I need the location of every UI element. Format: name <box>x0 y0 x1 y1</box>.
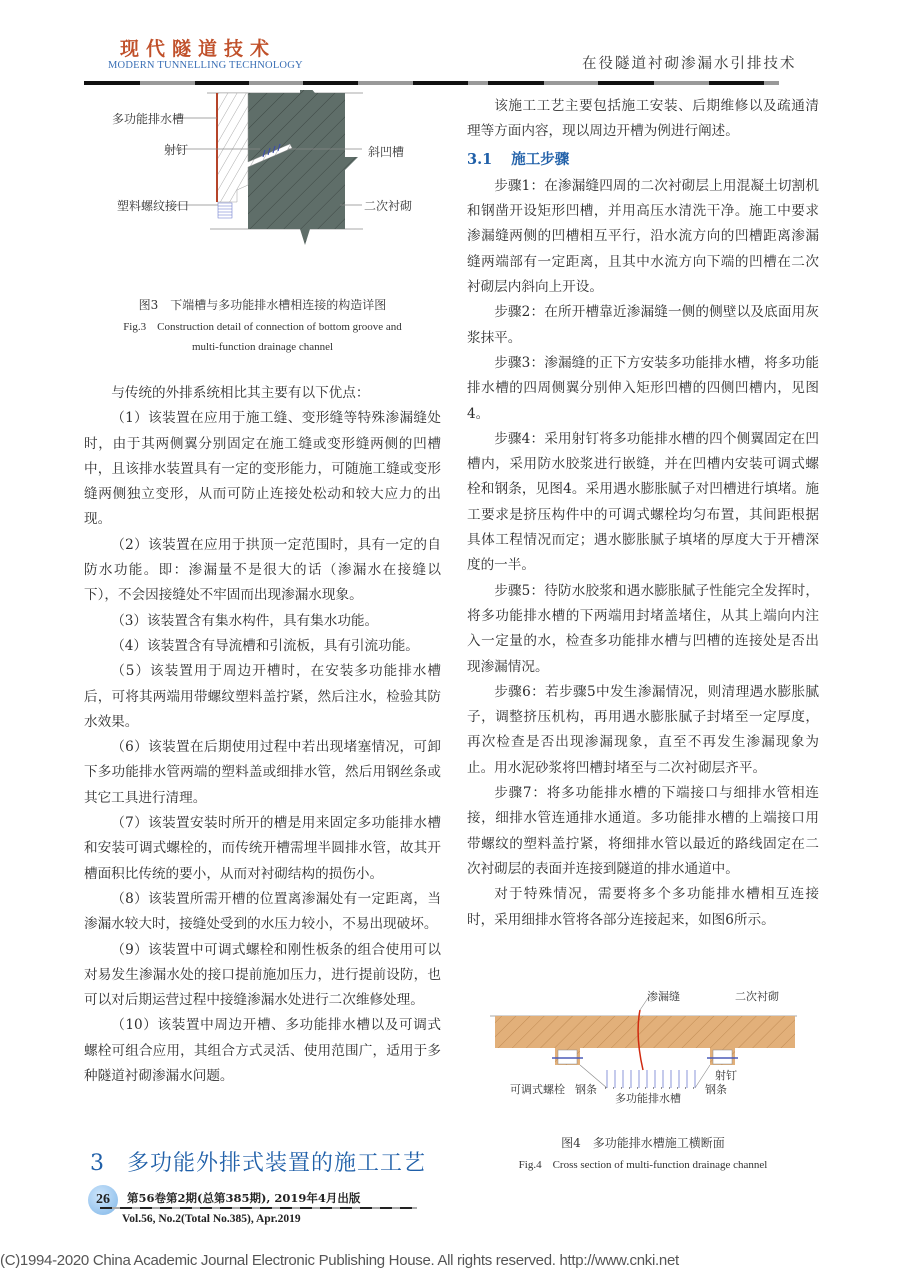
advantage-item: （5）该装置用于周边开槽时，在安装多功能排水槽后，可将其两端用带螺纹塑料盖拧紧，然后注水，检验其防水效果。 <box>84 663 441 730</box>
advantage-item: （1）该装置在应用于施工缝、变形缝等特殊渗漏缝处时，由于其两侧翼分别固定在施工缝或变形缝两侧的凹槽中，且该排水装置具有一定的变形能力，可随施工缝或变形缝两侧独立变形，从而可防止连接处松动和较大应力的出现。 <box>84 410 441 528</box>
drainage-nails <box>607 1070 695 1088</box>
issue-info-en: Vol.56, No.2(Total No.385), Apr.2019 <box>122 1213 301 1225</box>
section-heading <box>90 1146 426 1177</box>
fig4-label-leak-seam: 渗漏缝 <box>647 990 680 1003</box>
fig3-label-secondary-lining: 二次衬砌 <box>364 199 413 213</box>
journal-title-cn: 现代隧道技术 <box>120 38 277 60</box>
step-paragraph: 步骤7：将多功能排水槽的下端接口与细排水管相连接，细排水管连通排水通道。多功能排水槽的上端接口用带螺纹的塑料盖拧紧，将细排水管以最近的路线固定在二次衬砌层的表面并连接到隧道的排水通道中。 <box>467 785 819 877</box>
figure-4-diagram <box>485 990 805 1095</box>
subsection-number: 3.1 <box>467 150 493 168</box>
subsection-title: 施工步骤 <box>511 150 570 168</box>
fig4-label-drainage-channel: 多功能排水槽 <box>615 1092 681 1105</box>
secondary-lining-shape <box>248 90 358 245</box>
advantage-item: （7）该装置安装时所开的槽是用来固定多功能排水槽和安装可调式螺栓的，而传统开槽需埋半圆排水管，故其开槽面积比传统的要小，从而对衬砌结构的损伤小。 <box>84 815 441 882</box>
advantage-item: （9）该装置中可调式螺栓和刚性板条的组合使用可以对易发生渗漏水处的接口提前施加压力，进行提前设防，也可以对后期运营过程中接缝渗漏水处进行二次维修处理。 <box>84 941 441 1009</box>
fig4-label-steel-bar-left: 钢条 <box>575 1083 597 1096</box>
advantage-item: （10）该装置中周边开槽、多功能排水槽以及可调式螺栓可组合应用，其组合方式灵活、使用范围广，适用于多种隧道衬砌渗漏水问题。 <box>84 1017 441 1085</box>
fig4-label-adjustable-bolt: 可调式螺栓 <box>510 1083 565 1096</box>
footer-divider <box>100 1207 425 1209</box>
step-paragraph: 步骤5：待防水胶浆和遇水膨胀腻子性能完全发挥时，将多功能排水槽的下两端用封堵盖堵住，从其上端向内注入一定量的水，检查多功能排水槽与凹槽的连接处是否出现渗漏情况。 <box>467 582 819 675</box>
advantage-item: （8）该装置所需开槽的位置离渗漏处有一定距离，当渗漏水较大时，接缝处受到的水压力较小，不易出现破坏。 <box>84 890 441 933</box>
step-paragraph: 步骤6：若步骤5中发生渗漏情况，则清理遇水膨胀腻子，调整挤压机构，再用遇水膨胀腻子封堵至一定厚度，再次检查是否出现渗漏现象，直至不再发生渗漏现象为止。用水泥砂浆将凹槽封堵至与二次衬砌层齐平。 <box>467 683 819 776</box>
copyright-notice: (C)1994-2020 China Academic Journal Electronic Publishing House. All rights reserved. http://www.cnki.net <box>0 1252 679 1269</box>
figure-4-caption-en: Fig.4 Cross section of multi-function drainage channel <box>518 1159 768 1171</box>
fig4-label-secondary-lining: 二次衬砌 <box>735 990 779 1003</box>
secondary-lining-shape <box>495 1016 795 1065</box>
step-paragraph: 对于特殊情况，需要将多个多功能排水槽相互连接时，采用细排水管将各部分连接起来，如图6所示。 <box>467 886 819 928</box>
issue-info-cn: 第56卷第2期(总第385期), 2019年4月出版 <box>127 1191 361 1205</box>
step-paragraph: 步骤2：在所开槽靠近渗漏缝一侧的侧壁以及底面用灰浆抹平。 <box>467 304 819 346</box>
fig3-label-nail: 射钉 <box>164 143 189 157</box>
fig3-label-inclined-groove: 斜凹槽 <box>368 145 405 159</box>
step-paragraph: 步骤3：渗漏缝的正下方安装多功能排水槽，将多功能排水槽的四周侧翼分别伸入矩形凹槽的四侧凹槽内，见图4。 <box>467 354 819 422</box>
figure-4-caption-cn: 图4 多功能排水槽施工横断面 <box>561 1136 725 1150</box>
step-paragraph: 步骤1：在渗漏缝四周的二次衬砌层上用混凝土切割机和钢凿开设矩形凹槽，并用高压水清洗干净。施工中要求渗漏缝两侧的凹槽相互平行，沿水流方向的凹槽距离渗漏缝两端部有一定距离，且其中水流方向下端的凹槽在二次衬砌层内斜向上开设。 <box>467 177 819 296</box>
advantage-item: （3）该装置含有集水构件，具有集水功能。 <box>111 612 379 629</box>
header-divider <box>84 81 816 85</box>
figure-3 <box>100 90 450 290</box>
advantage-item: （4）该装置含有导流槽和引流板，具有引流功能。 <box>111 637 419 654</box>
advantages-intro: 与传统的外排系统相比其主要有以下优点： <box>111 385 370 401</box>
section-number: 3 <box>90 1151 105 1176</box>
journal-title-en: MODERN TUNNELLING TECHNOLOGY <box>108 60 303 71</box>
page-number-badge: 26 <box>88 1185 118 1215</box>
figure-3-caption-cn: 图3 下端槽与多功能排水槽相连接的构造详图 <box>138 298 387 312</box>
right-column-body <box>467 94 819 933</box>
fig3-label-drainage-channel: 多功能排水槽 <box>112 112 185 126</box>
running-title: 在役隧道衬砌渗漏水引排技术 <box>582 56 797 72</box>
section-intro: 该施工工艺主要包括施工安装、后期维修以及疏通清理等方面内容，现以周边开槽为例进行阐述。 <box>467 98 819 140</box>
figure-3-caption-en-line1: Fig.3 Construction detail of connection of bottom groove and <box>123 321 402 333</box>
fig4-label-steel-bar-right: 钢条 <box>705 1083 727 1096</box>
subsection-heading <box>467 147 819 172</box>
figure-4 <box>485 990 805 1105</box>
fig4-label-nail: 射钉 <box>715 1069 737 1082</box>
figure-3-caption-en-line2: multi-function drainage channel <box>191 341 334 353</box>
advantage-item: （2）该装置在应用于拱顶一定范围时，具有一定的自防水功能。即：渗漏量不是很大的话（渗漏水在接缝以下），不会因接缝处不牢固而出现渗漏水现象。 <box>84 536 441 604</box>
step-paragraph: 步骤4：采用射钉将多功能排水槽的四个侧翼固定在凹槽内，采用防水胶浆进行嵌缝，并在凹槽内安装可调式螺栓和钢条，见图4。采用遇水膨胀腻子对凹槽进行填堵。施工要求是挤压构件中的可调式螺栓均匀布置，其间距根据具体工程情况而定；遇水膨胀腻子填堵的厚度大于开槽深度的一半。 <box>467 430 819 574</box>
fig3-label-plastic-thread: 塑料螺纹接口 <box>117 199 190 213</box>
left-column-body <box>84 381 441 1089</box>
advantage-item: （6）该装置在后期使用过程中若出现堵塞情况，可卸下多功能排水管两端的塑料盖或细排水管，然后用钢丝条或其它工具进行清理。 <box>84 739 441 806</box>
section-title: 多功能外排式装置的施工工艺 <box>127 1151 427 1176</box>
